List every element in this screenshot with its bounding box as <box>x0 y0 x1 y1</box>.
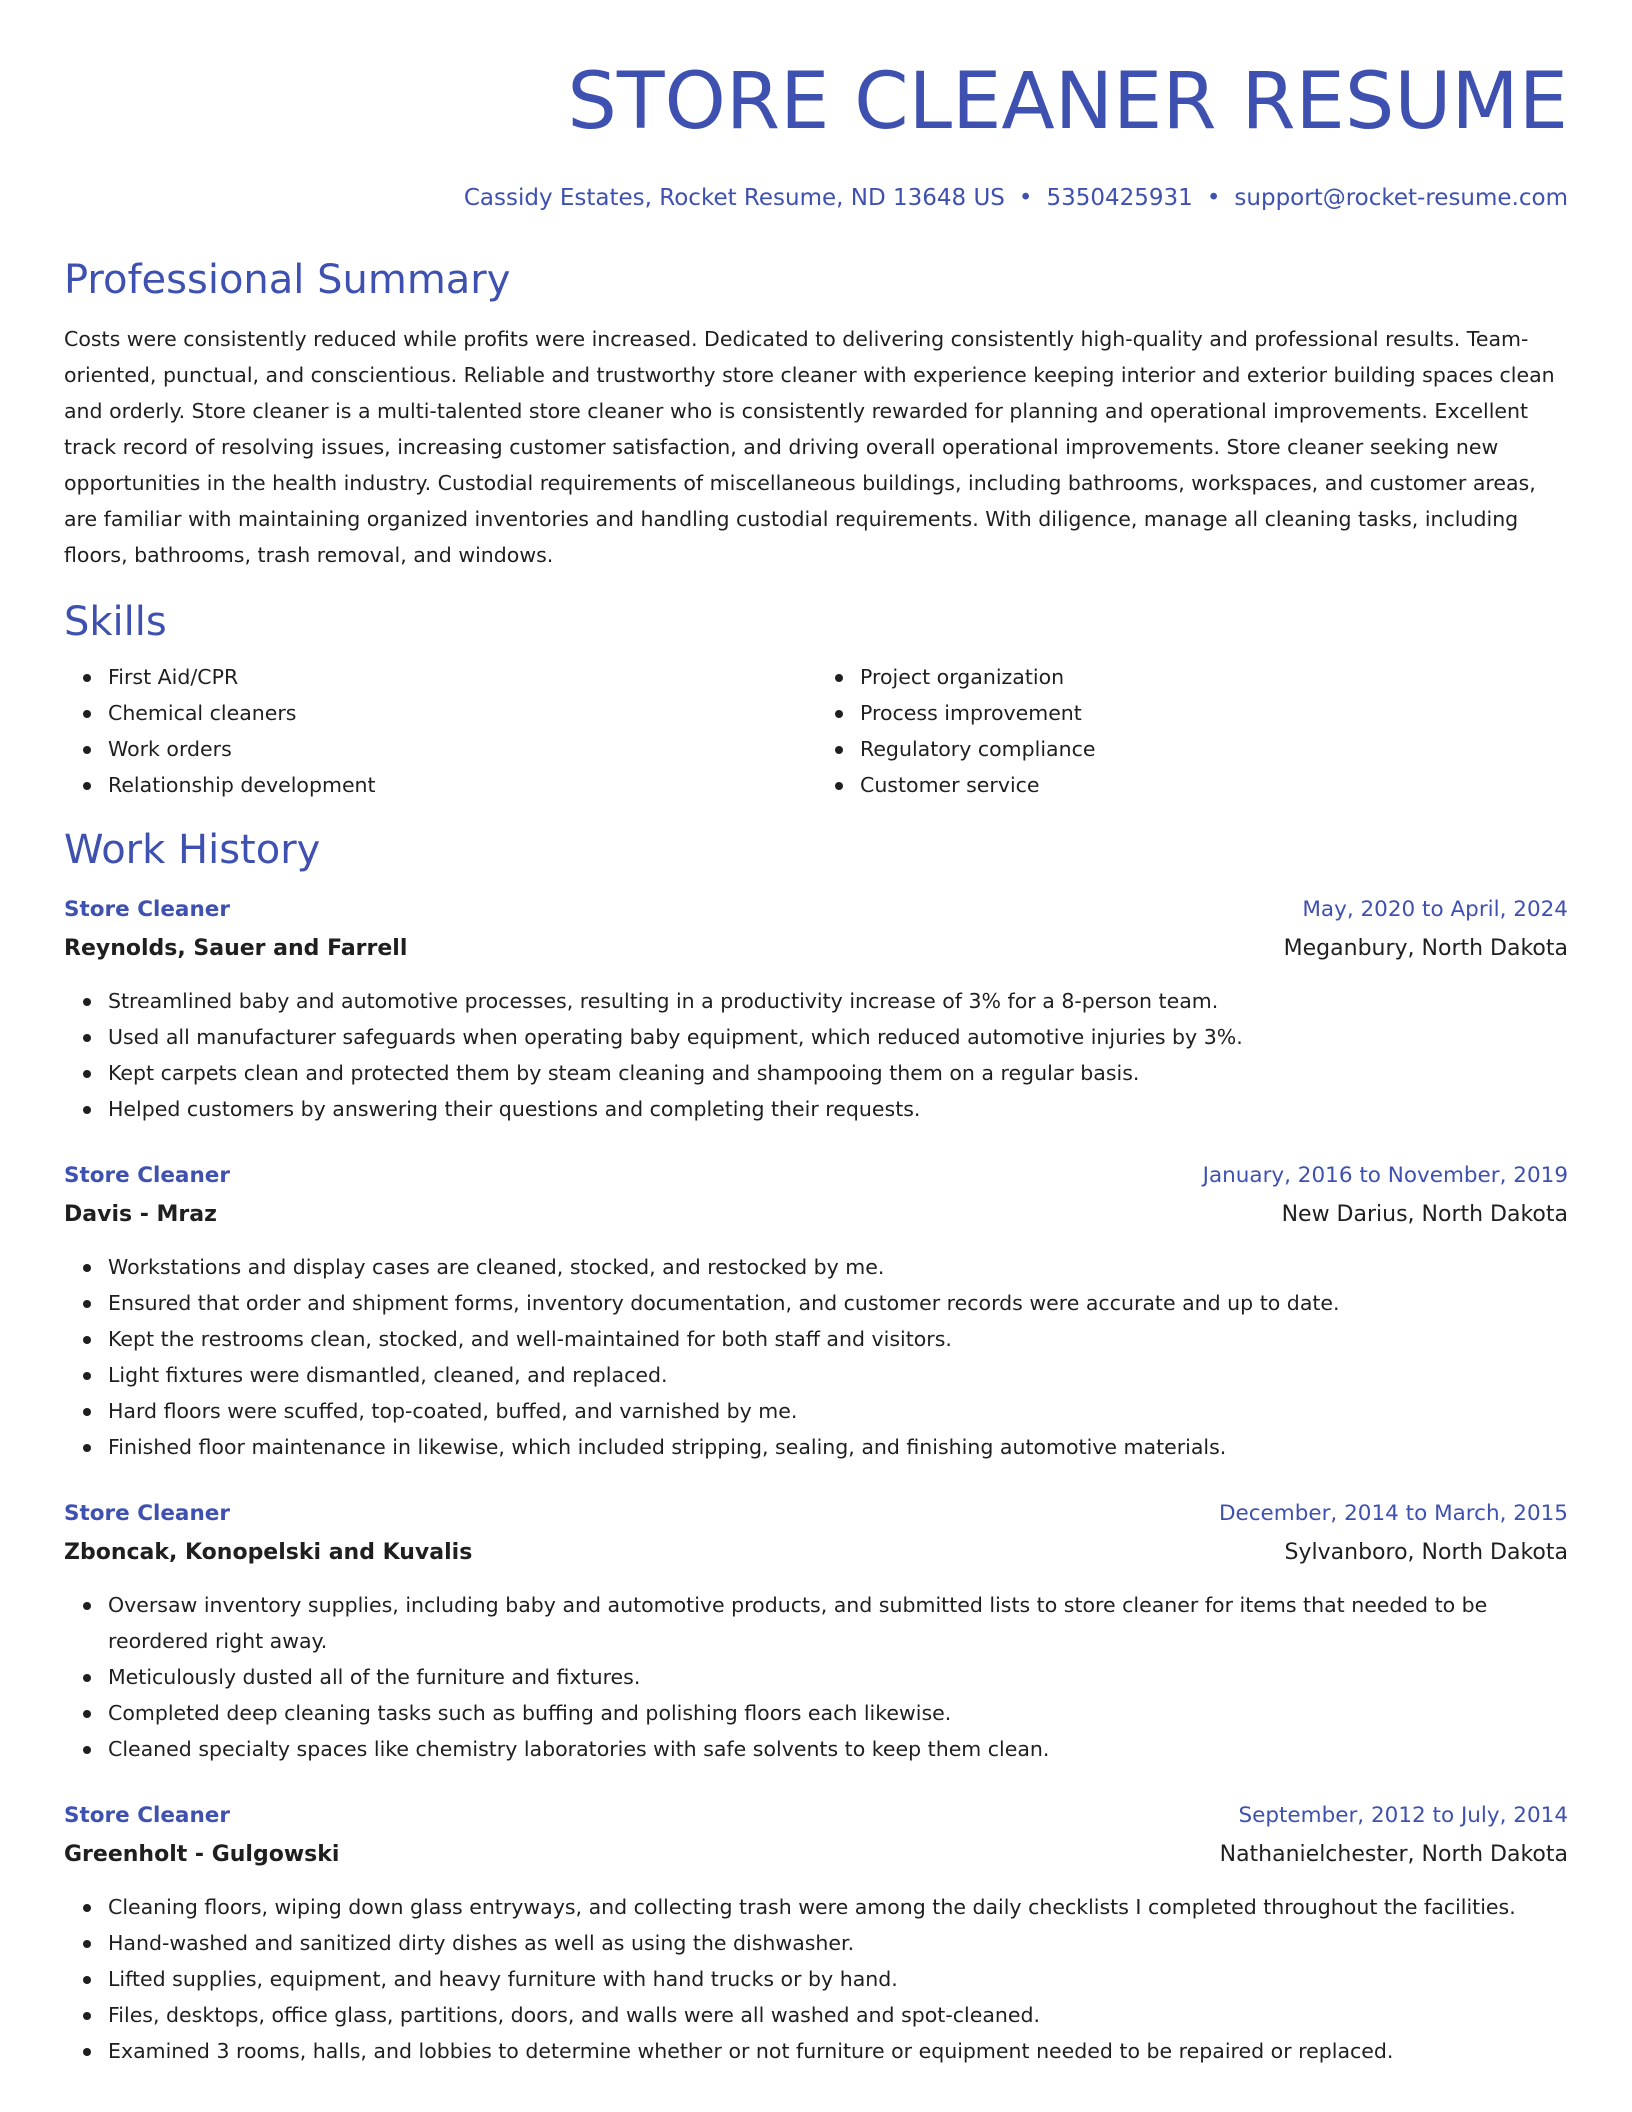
job-company: Zboncak, Konopelski and Kuvalis <box>64 1540 473 1565</box>
job-bullet: Kept the restrooms clean, stocked, and well-maintained for both staff and visitors. <box>108 1321 1568 1357</box>
contact-separator: • <box>1018 185 1033 211</box>
job-bullet: Completed deep cleaning tasks such as buffing and polishing floors each likewise. <box>108 1695 1568 1731</box>
job-company-row <box>64 1835 1568 1875</box>
job-bullet: Kept carpets clean and protected them by steam cleaning and shampooing them on a regular basis. <box>108 1055 1568 1091</box>
job-title-row <box>64 891 1568 929</box>
job-bullet: Used all manufacturer safeguards when operating baby equipment, which reduced automotive injuries by 3%. <box>108 1019 1568 1055</box>
job-bullet: Cleaning floors, wiping down glass entryways, and collecting trash were among the daily checklists I completed throughout the facilities. <box>108 1889 1568 1925</box>
skills-column-right <box>816 659 1568 803</box>
job-company-row <box>64 1195 1568 1235</box>
job-title: Store Cleaner <box>64 1803 230 1828</box>
job-bullets <box>64 1587 1568 1767</box>
contact-email: support@rocket-resume.com <box>1234 185 1568 211</box>
job-company: Davis - Mraz <box>64 1202 217 1227</box>
job-entry <box>64 891 1568 1127</box>
job-title-row <box>64 1797 1568 1835</box>
skills-column-left <box>64 659 816 803</box>
contact-line <box>64 183 1568 213</box>
job-bullet: Lifted supplies, equipment, and heavy furniture with hand trucks or by hand. <box>108 1961 1568 1997</box>
skill-item: Relationship development <box>108 767 816 803</box>
job-bullet: Finished floor maintenance in likewise, which included stripping, sealing, and finishing automotive materials. <box>108 1429 1568 1465</box>
job-title: Store Cleaner <box>64 1163 230 1188</box>
job-dates: January, 2016 to November, 2019 <box>1202 1163 1568 1188</box>
job-bullet: Files, desktops, office glass, partitions, doors, and walls were all washed and spot-cleaned. <box>108 1997 1568 2033</box>
job-dates: May, 2020 to April, 2024 <box>1302 897 1568 922</box>
job-location: Nathanielchester, North Dakota <box>1219 1842 1568 1867</box>
skill-item: Project organization <box>860 659 1568 695</box>
job-bullet: Cleaned specialty spaces like chemistry laboratories with safe solvents to keep them clean. <box>108 1731 1568 1767</box>
skills-heading: Skills <box>64 599 167 645</box>
job-bullet: Examined 3 rooms, halls, and lobbies to determine whether or not furniture or equipment needed to be repaired or replaced. <box>108 2033 1568 2069</box>
job-bullet: Hand-washed and sanitized dirty dishes as well as using the dishwasher. <box>108 1925 1568 1961</box>
summary-heading: Professional Summary <box>64 257 511 303</box>
resume-page <box>64 0 1568 2069</box>
job-bullets <box>64 1889 1568 2069</box>
job-bullets <box>64 983 1568 1127</box>
job-bullet: Streamlined baby and automotive processes, resulting in a productivity increase of 3% for a 8-person team. <box>108 983 1568 1019</box>
job-title-row <box>64 1157 1568 1195</box>
skill-item: Regulatory compliance <box>860 731 1568 767</box>
skill-item: Customer service <box>860 767 1568 803</box>
job-bullet: Hard floors were scuffed, top-coated, buffed, and varnished by me. <box>108 1393 1568 1429</box>
contact-phone: 5350425931 <box>1046 185 1193 211</box>
job-bullet: Meticulously dusted all of the furniture and fixtures. <box>108 1659 1568 1695</box>
job-dates: September, 2012 to July, 2014 <box>1238 1803 1568 1828</box>
skills-grid <box>64 659 1568 803</box>
skill-item: Chemical cleaners <box>108 695 816 731</box>
job-bullet: Light fixtures were dismantled, cleaned, and replaced. <box>108 1357 1568 1393</box>
job-location: Sylvanboro, North Dakota <box>1284 1540 1568 1565</box>
job-title: Store Cleaner <box>64 897 230 922</box>
job-entry <box>64 1495 1568 1767</box>
job-company: Reynolds, Sauer and Farrell <box>64 936 408 961</box>
job-title: Store Cleaner <box>64 1501 230 1526</box>
job-entry <box>64 1157 1568 1465</box>
skill-item: Work orders <box>108 731 816 767</box>
contact-separator: • <box>1206 185 1221 211</box>
skill-item: Process improvement <box>860 695 1568 731</box>
job-bullet: Workstations and display cases are cleaned, stocked, and restocked by me. <box>108 1249 1568 1285</box>
job-company: Greenholt - Gulgowski <box>64 1842 340 1867</box>
job-company-row <box>64 1533 1568 1573</box>
work-history-heading: Work History <box>64 827 321 873</box>
job-location: New Darius, North Dakota <box>1281 1202 1568 1227</box>
job-bullet: Helped customers by answering their questions and completing their requests. <box>108 1091 1568 1127</box>
contact-address: Cassidy Estates, Rocket Resume, ND 13648 US <box>463 185 1005 211</box>
job-entry <box>64 1797 1568 2069</box>
skill-item: First Aid/CPR <box>108 659 816 695</box>
summary-text: Costs were consistently reduced while profits were increased. Dedicated to delivering consistently high-quality and professional results. Team-oriented, punctual, and conscientious. Reliable and trustworthy store cleaner with experience keeping interior and exterior building spaces clean and orderly. Store cleaner is a multi-talented store cleaner who is consistently rewarded for planning and operational improvements. Excellent track record of resolving issues, increasing customer satisfaction, and driving overall operational improvements. Store cleaner seeking new opportunities in the health industry. Custodial requirements of miscellaneous buildings, including bathrooms, workspaces, and customer areas, are familiar with maintaining organized inventories and handling custodial requirements. With diligence, manage all cleaning tasks, including floors, bathrooms, trash removal, and windows. <box>64 327 1555 567</box>
resume-title: STORE CLEANER RESUME <box>567 57 1568 147</box>
job-bullet: Oversaw inventory supplies, including baby and automotive products, and submitted lists to store cleaner for items that needed to be reordered right away. <box>108 1587 1568 1659</box>
job-title-row <box>64 1495 1568 1533</box>
job-bullet: Ensured that order and shipment forms, inventory documentation, and customer records were accurate and up to date. <box>108 1285 1568 1321</box>
job-bullets <box>64 1249 1568 1465</box>
job-location: Meganbury, North Dakota <box>1283 936 1568 961</box>
job-dates: December, 2014 to March, 2015 <box>1218 1501 1568 1526</box>
job-company-row <box>64 929 1568 969</box>
